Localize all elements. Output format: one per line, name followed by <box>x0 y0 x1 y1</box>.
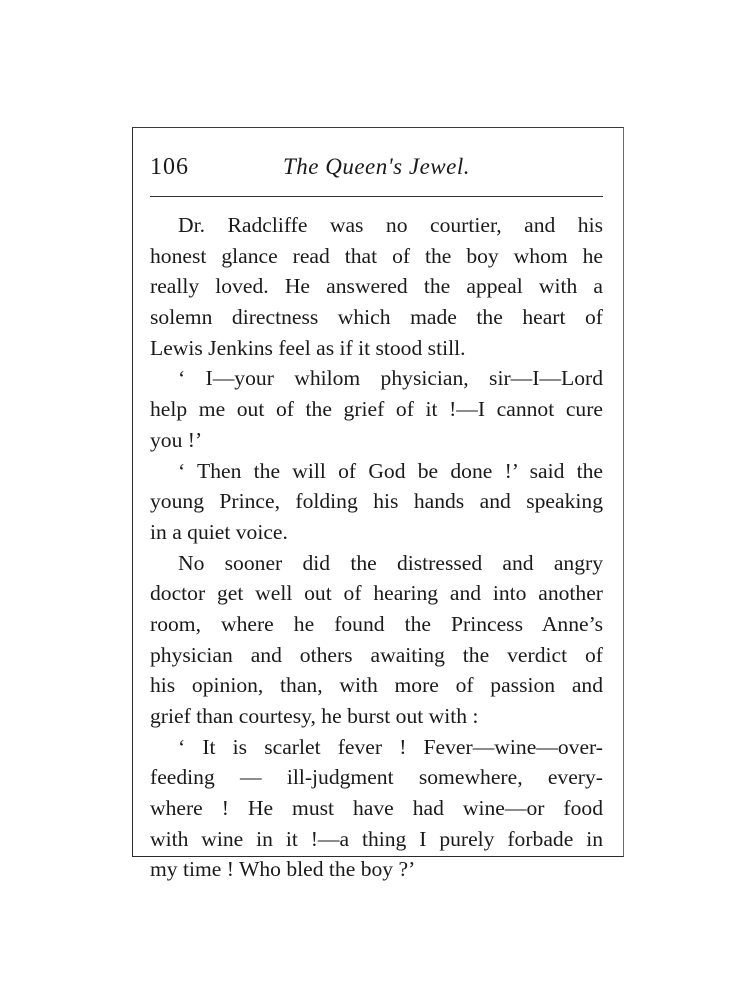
text-line: with wine in it !—a thing I purely forbade in <box>150 826 603 851</box>
text-line: in a quiet voice. <box>150 519 288 544</box>
text-line: grief than courtesy, he burst out with : <box>150 704 479 728</box>
text-line: you !’ <box>150 427 203 452</box>
header-rule <box>150 196 603 197</box>
text-line: Dr. Radcliffe was no courtier, and his <box>178 213 603 237</box>
text-line: help me out of the grief of it !—I cannot cure <box>150 397 603 422</box>
text-line: my time ! Who bled the boy ?’ <box>150 857 416 882</box>
text-line: room, where he found the Princess Anne’s <box>150 611 603 636</box>
text-line: ‘ I—your whilom physician, sir—I—Lord <box>178 366 603 391</box>
text-line: ‘ It is scarlet fever ! Fever—wine—over- <box>178 734 603 759</box>
text-line: feeding — ill-judgment somewhere, every- <box>150 765 603 790</box>
running-head <box>150 154 603 188</box>
text-line: solemn directness which made the heart of <box>150 305 603 330</box>
text-line: physician and others awaiting the verdict of <box>150 642 603 667</box>
text-line: really loved. He answered the appeal with a <box>150 274 603 299</box>
text-line: doctor get well out of hearing and into another <box>150 581 603 606</box>
body-text <box>150 210 603 885</box>
text-line: ‘ Then the will of God be done !’ said the <box>178 458 603 483</box>
text-line: Lewis Jenkins feel as if it stood still. <box>150 335 466 360</box>
text-line: his opinion, than, with more of passion and <box>150 673 603 698</box>
running-title: The Queen's Jewel. <box>282 154 470 179</box>
text-line: No sooner did the distressed and angry <box>178 550 603 575</box>
text-line: where ! He must have had wine—or food <box>150 796 603 821</box>
page-number: 106 <box>150 154 189 180</box>
text-line: young Prince, folding his hands and speaking <box>150 489 603 514</box>
text-line: honest glance read that of the boy whom he <box>150 243 603 268</box>
